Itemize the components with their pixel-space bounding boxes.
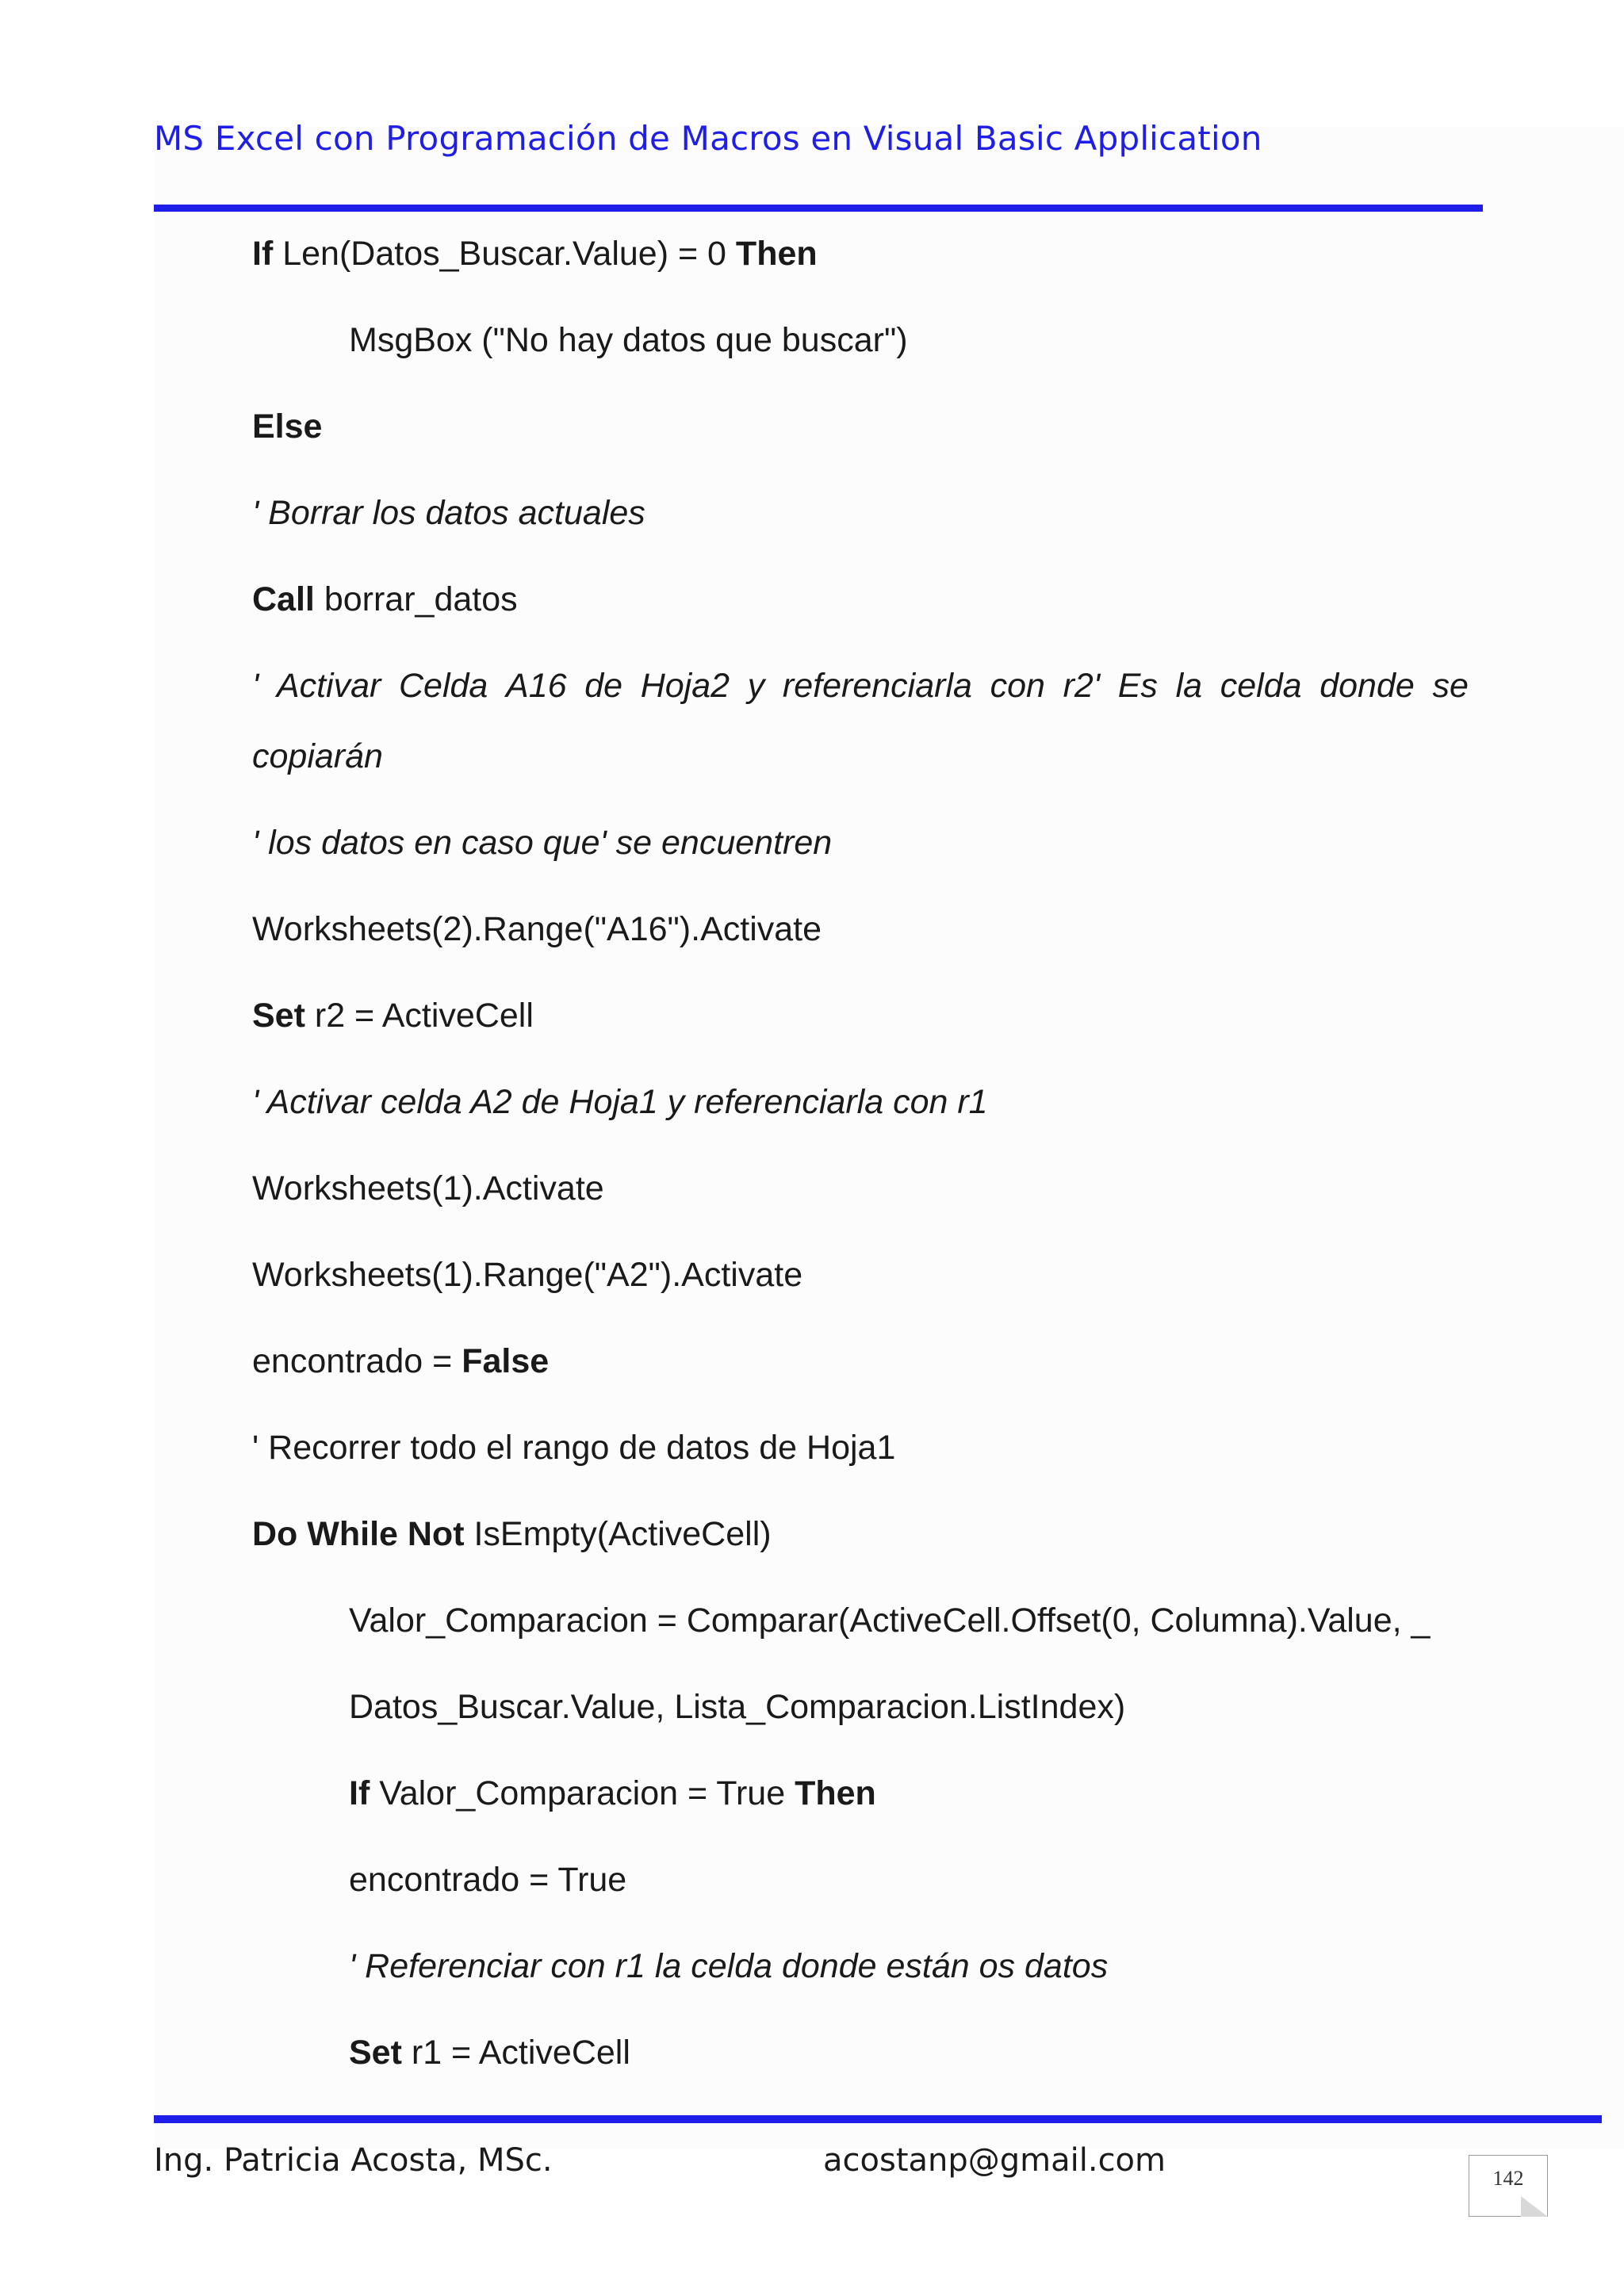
- comment-word: Hoja2: [640, 667, 730, 705]
- code-line-1: If Len(Datos_Buscar.Value) = 0 Then: [252, 235, 818, 273]
- code-line-8: Worksheets(2).Range("A16").Activate: [252, 910, 822, 948]
- code-line-19: encontrado = True: [349, 1861, 627, 1899]
- comment-word: de: [584, 667, 623, 705]
- code-line-12: Worksheets(1).Range("A2").Activate: [252, 1256, 803, 1294]
- comment-word: A16: [506, 667, 567, 705]
- code-comment-6-continued: copiarán: [252, 737, 383, 775]
- code-comment-14: ' Recorrer todo el rango de datos de Hoja1: [252, 1429, 896, 1467]
- page-background: [154, 127, 1624, 2149]
- comment-word: se: [1432, 667, 1469, 705]
- code-line-9: Set r2 = ActiveCell: [252, 997, 534, 1035]
- footer-divider: [154, 2115, 1602, 2123]
- code-line-5: Call borrar_datos: [252, 580, 518, 618]
- code-comment-4: ' Borrar los datos actuales: [252, 494, 645, 532]
- header-divider: [154, 205, 1483, 212]
- footer-author: Ing. Patricia Acosta, MSc.: [154, 2142, 553, 2179]
- page-number-box: [1469, 2155, 1548, 2217]
- comment-word: la: [1175, 667, 1203, 705]
- comment-word: celda: [1220, 667, 1302, 705]
- code-line-2: MsgBox ("No hay datos que buscar"): [349, 321, 908, 359]
- comment-word: y: [747, 667, 765, 705]
- comment-word: con: [990, 667, 1045, 705]
- code-line-21: Set r1 = ActiveCell: [349, 2034, 630, 2072]
- code-line-17: Datos_Buscar.Value, Lista_Comparacion.ListIndex): [349, 1688, 1126, 1726]
- code-line-16: Valor_Comparacion = Comparar(ActiveCell.Offset(0, Columna).Value, _: [349, 1601, 1431, 1640]
- code-line-13: encontrado = False: [252, 1342, 550, 1380]
- comment-word: Es: [1117, 667, 1158, 705]
- footer-email: acostanp@gmail.com: [823, 2142, 1166, 2179]
- document-header-title: MS Excel con Programación de Macros en Visual Basic Application: [154, 119, 1262, 158]
- code-comment-7: ' los datos en caso que' se encuentren: [252, 824, 833, 862]
- page-number: 142: [1492, 2167, 1524, 2190]
- comment-word: donde: [1320, 667, 1415, 705]
- comment-word: Activar: [276, 667, 381, 705]
- code-line-15: Do While Not IsEmpty(ActiveCell): [252, 1515, 772, 1553]
- code-comment-10: ' Activar celda A2 de Hoja1 y referenciarla con r1: [252, 1083, 988, 1121]
- code-comment-20: ' Referenciar con r1 la celda donde están os datos: [349, 1947, 1109, 1985]
- page-curl-icon: [1521, 2196, 1548, 2217]
- comment-word: r2': [1063, 667, 1101, 705]
- comment-word: Celda: [398, 667, 488, 705]
- code-line-18: If Valor_Comparacion = True Then: [349, 1774, 876, 1812]
- comment-word: referenciarla: [782, 667, 972, 705]
- comment-word: ': [252, 667, 259, 705]
- code-line-3: Else: [252, 408, 323, 446]
- code-line-11: Worksheets(1).Activate: [252, 1169, 604, 1207]
- code-comment-6: [252, 667, 1469, 706]
